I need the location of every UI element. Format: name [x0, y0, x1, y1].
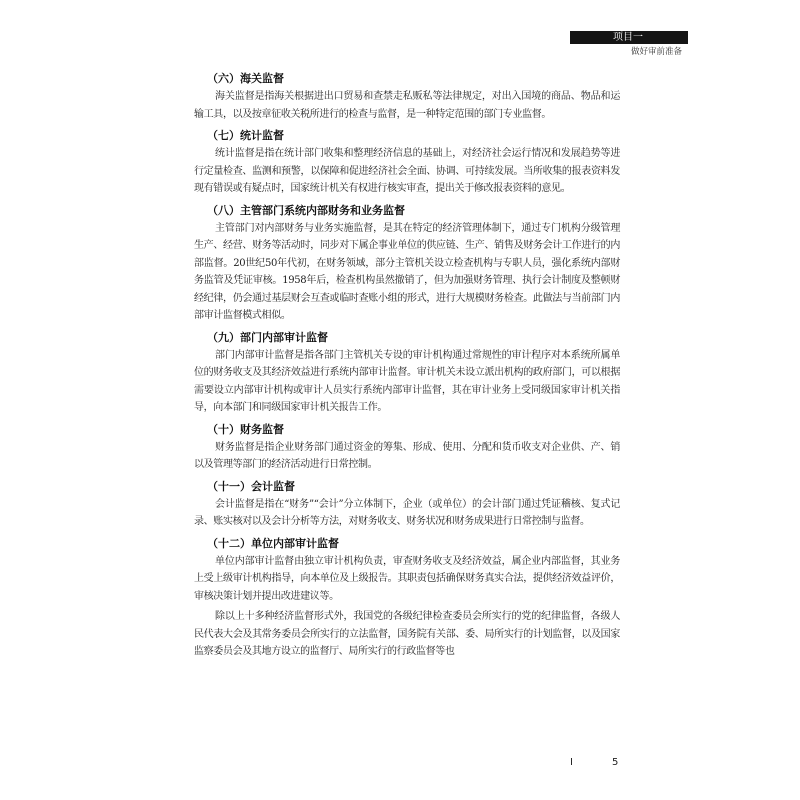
section-department-finance	[194, 202, 620, 325]
section-paragraph: 单位内部审计监督由独立审计机构负责，审查财务收支及经济效益，属企业内部监督，其业务上受上级审计机构指导，向本单位及上级报告。其职责包括确保财务真实合法，提供经济效益评价，审核决策计划并提出改进建议等。	[194, 555, 620, 602]
section-statistics	[194, 127, 620, 198]
section-customs	[194, 70, 620, 123]
section-paragraph: 部门内部审计监督是指各部门主管机关专设的审计机构通过常规性的审计程序对本系统所属单位的财务收支及其经济效益进行系统内部审计监督。审计机关未设立派出机构的政府部门，可以根据需要设立内部审计机构或审计人员实行系统内部审计监督，其在审计业务上受同级国家审计机关指导，向本部门和同级国家审计机关报告工作。	[194, 349, 620, 413]
footer-separator: I	[570, 757, 573, 768]
page-number: 5	[612, 757, 619, 768]
section-heading: （十一）会计监督	[207, 479, 295, 493]
section-paragraph: 除以上十多种经济监督形式外，我国党的各级纪律检查委员会所实行的党的纪律监督，各级人民代表大会及其常务委员会所实行的立法监督，国务院有关部、委、局所实行的计划监督，以及国家监察委员会及其地方设立的监督厅、局所实行的行政监督等也	[194, 611, 620, 657]
section-heading: （九）部门内部审计监督	[207, 330, 328, 344]
section-department-audit	[194, 329, 620, 417]
section-paragraph: 财务监督是指企业财务部门通过资金的筹集、形成、使用、分配和货币收支对企业供、产、销以及管理等部门的经济活动进行日常控制。	[194, 441, 620, 470]
section-accounting	[194, 478, 620, 531]
section-paragraph: 统计监督是指在统计部门收集和整理经济信息的基础上，对经济社会运行情况和发展趋势等进行定量检查、监测和预警，以保障和促进经济社会全面、协调、可持续发展。当所收集的报表资料发现有错误或有疑点时，国家统计机关有权进行核实审查，提出关于修改报表资料的意见。	[194, 148, 620, 194]
page-header	[570, 31, 688, 58]
chapter-title: 项目一	[570, 31, 688, 44]
page-content	[194, 70, 620, 664]
section-financial	[194, 421, 620, 474]
section-unit-audit	[194, 535, 620, 661]
section-paragraph: 会计监督是指在“财务”“会计”分立体制下，企业（或单位）的会计部门通过凭证稽核、复式记录、账实核对以及会计分析等方法，对财务收支、财务状况和财务成果进行日常控制与监督。	[194, 498, 620, 527]
section-heading: （十）财务监督	[207, 422, 284, 436]
section-paragraph: 海关监督是指海关根据进出口贸易和查禁走私贩私等法律规定，对出入国境的商品、物品和运输工具，以及按章征收关税所进行的检查与监督，是一种特定范围的部门专业监督。	[194, 91, 620, 120]
section-heading: （六）海关监督	[207, 72, 284, 85]
section-heading: （七）统计监督	[207, 129, 284, 142]
chapter-subtitle: 做好审前准备	[630, 47, 682, 57]
section-paragraph: 主管部门对内部财务与业务实施监督，是其在特定的经济管理体制下，通过专门机构分级管理生产、经营、财务等活动时，同步对下属企事业单位的供应链、生产、销售及财务会计工作进行的内部监督。20世纪50年代初，在财务领域，部分主管机关设立检查机构与专职人员，强化系统内部财务监管及凭证审核。1958年后，检查机构虽然撤销了，但为加强财务管理、执行会计制度及整顿财经纪律，仍会通过基层财会互查或临时查账小组的形式，进行大规模财务检查。此做法与当前部门内部审计监督模式相似。	[194, 222, 620, 321]
section-heading: （八）主管部门系统内部财务和业务监督	[207, 203, 405, 217]
section-heading: （十二）单位内部审计监督	[207, 536, 339, 550]
